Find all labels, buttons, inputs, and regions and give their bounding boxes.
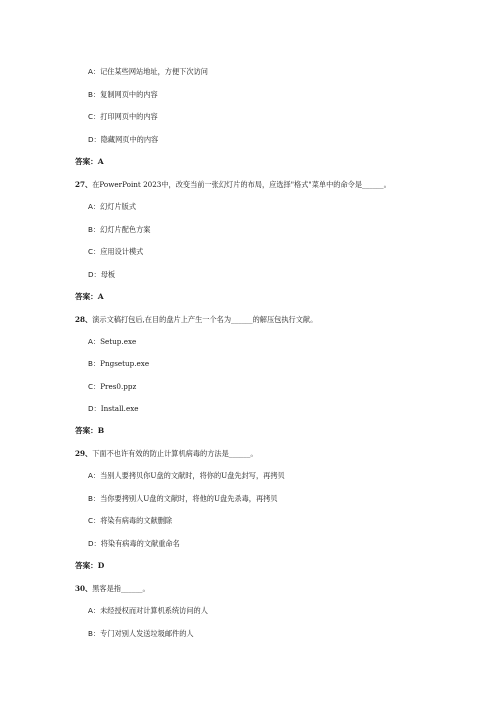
question-text: 下面不也许有效的防止计算机病毒的方法是______。: [92, 449, 258, 458]
q29-option-b: [0, 494, 500, 504]
q27-option-d: [0, 270, 500, 280]
option-text: 将染有病毒的文献删除: [100, 516, 173, 525]
option-text: 幻灯片配色方案: [100, 225, 151, 234]
q30-question: [0, 584, 500, 594]
option-text: 母板: [100, 270, 116, 279]
question-number: 27、: [75, 180, 93, 189]
option-label: B：: [88, 225, 101, 234]
q26-answer: [0, 157, 500, 167]
q29-option-a: [0, 471, 500, 481]
option-text: Pres0.ppz: [100, 382, 137, 391]
option-label: A：: [88, 202, 101, 211]
q29-option-d: [0, 539, 500, 549]
answer-value: A: [97, 157, 104, 166]
q27-option-c: [0, 247, 500, 257]
q30-option-b: [0, 629, 500, 639]
q26-option-c: [0, 112, 500, 122]
option-label: D：: [88, 404, 101, 413]
q26-option-a: [0, 67, 500, 77]
option-text: Pngsetup.exe: [100, 359, 150, 368]
q26-option-b: [0, 90, 500, 100]
question-text: 演示文稿打包后,在目的盘片上产生一个名为______的解压包执行文献。: [92, 315, 318, 324]
option-text: 当你要拷别人U盘的文献时，将他的U盘先杀毒，再拷贝: [100, 494, 278, 503]
q28-option-d: [0, 404, 500, 414]
option-text: Install.exe: [100, 404, 139, 413]
answer-label: 答案：: [75, 426, 98, 435]
q27-question: [0, 180, 500, 190]
q28-answer: [0, 426, 500, 436]
option-label: C：: [88, 112, 101, 121]
option-label: B：: [88, 494, 101, 503]
q27-option-b: [0, 225, 500, 235]
q28-question: [0, 315, 500, 325]
option-text: 打印网页中的内容: [100, 112, 158, 121]
option-label: A：: [88, 471, 101, 480]
question-text: 黑客是指______。: [92, 584, 150, 593]
q30-option-a: [0, 606, 500, 616]
q28-option-b: [0, 359, 500, 369]
option-label: D：: [88, 135, 101, 144]
option-text: 应用设计模式: [100, 247, 144, 256]
q28-option-a: [0, 337, 500, 347]
answer-label: 答案：: [75, 292, 98, 301]
option-label: D：: [88, 539, 101, 548]
option-label: C：: [88, 382, 101, 391]
option-label: C：: [88, 247, 101, 256]
answer-value: D: [97, 561, 105, 570]
option-text: 当别人要拷贝你U盘的文献时，将你的U盘先封写，再拷贝: [100, 471, 285, 480]
question-number: 29、: [75, 449, 93, 458]
option-label: A：: [88, 606, 101, 615]
option-label: A：: [88, 337, 101, 346]
question-text: 在PowerPoint 2023中，改变当前一张幻灯片的布局，应选择"格式"菜单中的命令是______。: [92, 180, 391, 189]
option-label: B：: [88, 629, 101, 638]
option-text: 幻灯片版式: [100, 202, 137, 211]
q29-answer: [0, 561, 500, 571]
option-text: 记住某些网站地址，方便下次访问: [100, 67, 208, 76]
option-text: 将染有病毒的文献重命名: [100, 539, 180, 548]
q29-option-c: [0, 516, 500, 526]
question-number: 28、: [75, 315, 93, 324]
option-label: B：: [88, 90, 101, 99]
option-text: Setup.exe: [100, 337, 137, 346]
q28-option-c: [0, 382, 500, 392]
option-text: 隐藏网页中的内容: [100, 135, 159, 144]
option-label: A：: [88, 67, 101, 76]
answer-label: 答案：: [75, 561, 98, 570]
option-text: 未经授权而对计算机系统访问的人: [100, 606, 208, 615]
option-label: B：: [88, 359, 101, 368]
answer-label: 答案：: [75, 157, 98, 166]
answer-value: A: [97, 292, 104, 301]
answer-value: B: [97, 426, 105, 435]
q27-option-a: [0, 202, 500, 212]
q26-option-d: [0, 135, 500, 145]
option-label: D：: [88, 270, 101, 279]
option-text: 专门对别人发送垃圾邮件的人: [100, 629, 194, 638]
q27-answer: [0, 292, 500, 302]
option-text: 复制网页中的内容: [100, 90, 158, 99]
q29-question: [0, 449, 500, 459]
option-label: C：: [88, 516, 101, 525]
question-number: 30、: [75, 584, 93, 593]
